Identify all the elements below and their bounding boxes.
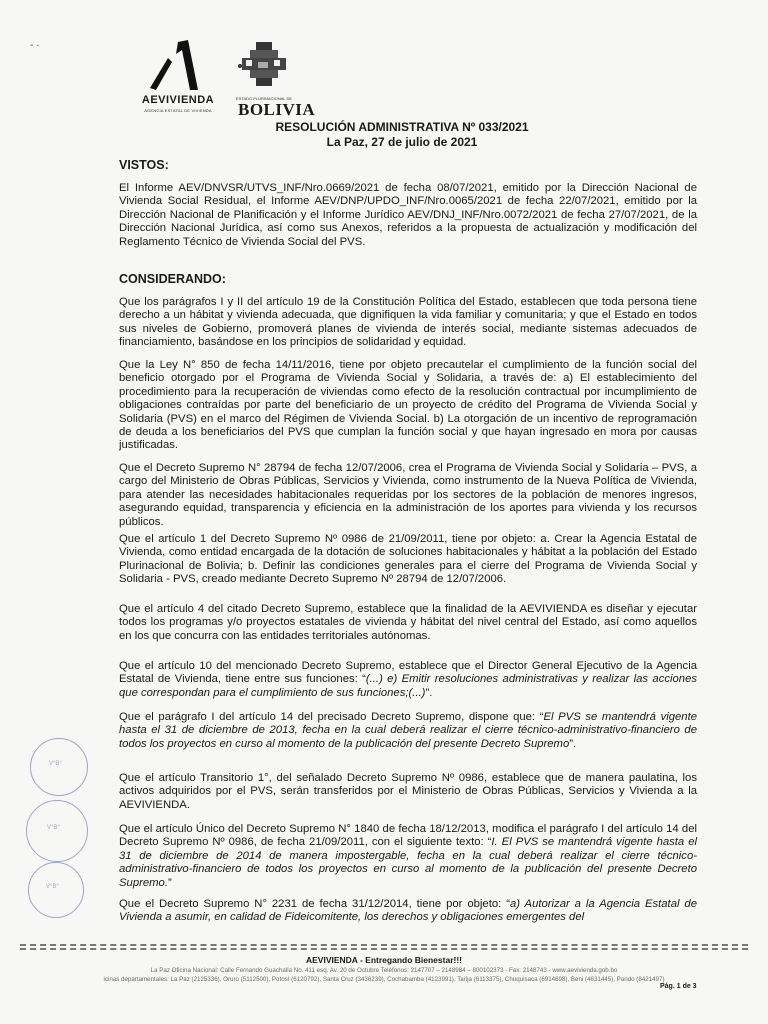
footer-divider (20, 948, 748, 950)
footer-divider (20, 944, 748, 946)
p6-text: Que el artículo 10 del mencionado Decreto Supremo, establece que el Director General Ejecutivo de la Agencia Estatal de Vivienda, tiene entre sus funciones: “ (119, 660, 697, 686)
bolivia-chakana-icon (236, 40, 296, 96)
aevivienda-name: AEVIVIENDA (141, 94, 215, 106)
footer-address: La Paz Oficina Nacional: Calle Fernando Guachalla No. 411 esq. Av. 20 de Octubre Teléfonos: 2147707 – 2148984 – 800102373 - Fax: 2148743 - www.aevivienda.gob.bo (150, 967, 618, 974)
approval-stamp (30, 738, 88, 796)
p7-quote: El PVS se mantendrá vigente hasta el 31 de diciembre de 2013, fecha en la cual deberá realizar el cierre técnico-administrativo-financiero de todos los proyectos en curso al momento de la publicación del presente Decreto Supremo (119, 711, 697, 750)
resolution-title: RESOLUCIÓN ADMINISTRATIVA Nº 033/2021 (275, 120, 529, 134)
considerando-paragraph-3: Que el Decreto Supremo N° 28794 de fecha 12/07/2006, crea el Programa de Vivienda Social y Solidaria – PVS, a cargo del Ministerio de Obras Públicas, Servicios y Vivienda, como instrumento de la Nueva Política de Vivienda, para atender las necesidades habitacionales requeridas por los sectores de la población de menores ingresos, asegurando equidad, transparencia y eficiencia en la administración de los aportes para vivienda y los recursos públicos. (119, 462, 697, 528)
aevivienda-mark-icon (138, 38, 218, 94)
p6-quote: (...) e) Emitir resoluciones administrativas y realizar las acciones que correspondan para el cumplimiento de sus funciones;(...) (119, 673, 697, 699)
considerando-paragraph-5: Que el artículo 4 del citado Decreto Supremo, establece que la finalidad de la AEVIVIENDA es diseñar y ejecutar todos los programas y/o proyectos estatales de vivienda y hábitat del nivel central del Estado, así como aquellos en los que concurra con las entidades territoriales autónomas. (119, 603, 697, 642)
considerando-paragraph-9 (119, 823, 697, 890)
bolivia-name: BOLIVIA (238, 100, 316, 119)
footer-offices: icinas departamentales: La Paz (2125336), Oruro (5112500), Potosí (6120792), Santa Cruz (3436239), Cochabamba (4123991), Tarija (6113375), Chuquisaca (6914698), Beni (4631445), Pando (8421497) (103, 976, 665, 983)
p7-text: Que el parágrafo I del artículo 14 del precisado Decreto Supremo, dispone que: “ (119, 711, 544, 723)
considerando-paragraph-2: Que la Ley N° 850 de fecha 14/11/2016, tiene por objeto precautelar el cumplimiento de la función social del beneficio otorgado por el Programa de Vivienda Social y Solidaria, a través de: a) El establecimiento del procedimiento para la recuperación de viviendas como efecto de la resolución contractual por incumplimiento de obligaciones contraídas por parte del beneficiario de un proyecto de crédito del Programa de Vivienda Social y Solidaria (PVS) en el marco del Régimen de Vivienda Social. b) La otorgación de un incentivo de reprogramación de deuda a los beneficiarios del PVS que cumplan la función social y que hayan ingresado en mora por causas justificadas. (119, 359, 697, 452)
footer-slogan: AEVIVIENDA - Entregando Bienestar!!! (305, 955, 462, 965)
p9-quote: I. El PVS se mantendrá vigente hasta el 31 de diciembre de 2014 de manera impostergable, fecha en la cual deberá realizar el cierre técnico-administrativo-financiero de todos los proyectos en curso al momento de la publicación del presente Decreto Supremo. (119, 836, 697, 889)
considerando-paragraph-8: Que el artículo Transitorio 1°, del señalado Decreto Supremo Nº 0986, establece que de manera paulatina, los activos adquiridos por el PVS, serán transferidos por el Ministerio de Obras Públicas, Servicios y Vivienda a la AEVIVIENDA. (119, 772, 697, 811)
stamp-text: V°B° (49, 761, 62, 767)
stamp-text: V°B° (46, 884, 59, 890)
bolivia-logo (236, 40, 326, 120)
p7-close: ”. (569, 737, 577, 750)
page-number: Pág. 1 de 3 (660, 983, 697, 990)
approval-stamp (28, 862, 84, 918)
considerando-paragraph-10 (119, 898, 697, 925)
p10-text: Que el Decreto Supremo N° 2231 de fecha 31/12/2014, tiene por objeto: “ (119, 898, 510, 910)
p6-close: ”. (425, 686, 433, 699)
p9-text: Que el artículo Único del Decreto Supremo N° 1840 de fecha 18/12/2013, modifica el parágrafo I del artículo 14 del Decreto Supremo Nº 0986, de fecha 21/09/2011, con el siguiente texto: “ (119, 823, 697, 849)
considerando-paragraph-1: Que los parágrafos I y II del artículo 19 de la Constitución Política del Estado, establecen que toda persona tiene derecho a un hábitat y vivienda adecuada, que dignifiquen la vida familiar y comunitaria; y que el Estado en todos sus niveles de Gobierno, promoverá planes de vivienda de interés social, mediante sistemas adecuados de financiamiento, basándose en los principios de solidaridad y equidad. (119, 296, 697, 349)
approval-stamp (26, 800, 88, 862)
corner-mark: - · (30, 40, 40, 51)
considerando-paragraph-7 (119, 711, 697, 751)
aevivienda-subtitle: AGENCIA ESTATAL DE VIVIENDA (144, 108, 212, 113)
considerando-paragraph-4: Que el artículo 1 del Decreto Supremo Nº 0986 de 21/09/2011, tiene por objeto: a. Crear la Agencia Estatal de Vivienda, como entidad encargada de la dotación de soluciones habitacionales y hábitat a la población del Estado Plurinacional de Bolivia; b. Definir las condiciones generales para el cierre del Programa de Vivienda Social y Solidaria - PVS, creado mediante Decreto Supremo Nº 28794 de 12/07/2006. (119, 533, 697, 586)
bolivia-subtitle: ESTADO PLURINACIONAL DE (236, 96, 293, 101)
resolution-date: La Paz, 27 de julio de 2021 (326, 135, 478, 149)
section-considerando: CONSIDERANDO: (119, 272, 226, 286)
p10-quote: a) Autorizar a la Agencia Estatal de Vivienda a asumir, en calidad de Fideicomitente, los derechos y obligaciones emergentes del (119, 898, 697, 924)
section-vistos: VISTOS: (119, 158, 169, 172)
vistos-paragraph: El Informe AEV/DNVSR/UTVS_INF/Nro.0669/2021 de fecha 08/07/2021, emitido por la Dirección Nacional de Vivienda Social Residual, el Informe AEV/DNP/UPDO_INF/Nro.0065/2021 de fecha 22/07/2021, emitido por la Dirección Nacional de Planificación y el Informe Jurídico AEV/DNJ_INF/Nro.0072/2021 de fecha 27/07/2021, de la Dirección Nacional Jurídica, así como sus Anexos, referidos a la propuesta de actualización y modificación del Reglamento Técnico de Vivienda Social del PVS. (119, 182, 697, 248)
stamp-text: V°B° (47, 825, 60, 831)
p9-close: ” (167, 876, 172, 889)
considerando-paragraph-6 (119, 660, 697, 700)
aevivienda-logo (128, 38, 228, 118)
